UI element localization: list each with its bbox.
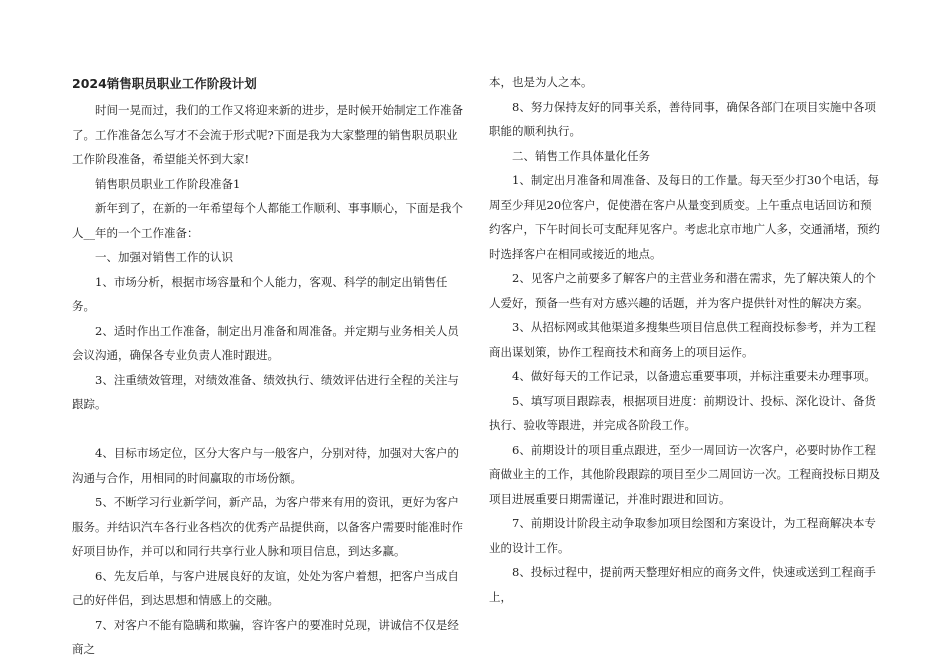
paragraph: 时间一晃而过，我们的工作又将迎来新的进步，是时候开始制定工作准备了。工作准备怎么写才不会流于形式呢?下面是我为大家整理的销售职员职业工作阶段准备，希望能关怀到大家! <box>72 103 463 166</box>
list-item: 1、制定出月准备和周准备、及每日的工作量。每天至少打30个电话，每周至少拜见20位客户，促使潜在客户从量变到质变。上午重点电话回访和预约客户，下午时间长可支配拜见客户。考虑北京市地广人多，交通涌堵，预约时选择客户在相同或接近的地点。 <box>489 173 880 261</box>
section-heading: 销售职员职业工作阶段准备1 <box>95 176 241 191</box>
list-item: 6、前期设计的项目重点跟进，至少一周回访一次客户，必要时协作工程商做业主的工作，其他阶段跟踪的项目至少二周回访一次。工程商投标日期及项目进展重要日期需谨记，并准时跟进和回访。 <box>489 442 880 506</box>
section-heading: 一、加强对销售工作的认识 <box>95 250 233 264</box>
blank-line <box>72 417 464 442</box>
left-column <box>72 70 464 662</box>
list-item: 2、见客户之前要多了解客户的主营业务和潜在需求，先了解决策人的个人爱好，预备一些有对方感兴趣的话题，并为客户提供针对性的解决方案。 <box>489 271 876 310</box>
list-item: 1、市场分析，根据市场容量和个人能力，客观、科学的制定出销售任务。 <box>72 274 448 313</box>
right-column <box>489 70 881 609</box>
list-item: 5、填写项目跟踪表，根据项目进度：前期设计、投标、深化设计、备货执行、验收等跟进，并完成各阶段工作。 <box>489 393 876 432</box>
list-item: 7、对客户不能有隐瞒和欺骗，容许客户的要准时兑现，讲诚信不仅是经商之 <box>72 617 459 656</box>
list-item: 3、从招标网或其他渠道多搜集些项目信息供工程商投标参考，并为工程商出谋划策，协作工程商技术和商务上的项目运作。 <box>489 320 876 359</box>
list-item: 5、不断学习行业新学问，新产品，为客户带来有用的资讯，更好为客户服务。并结识汽车各行业各档次的优秀产品提供商，以备客户需要时能准时作好项目协作，并可以和同行共享行业人脉和项目信息，到达多赢。 <box>72 495 463 558</box>
list-item: 2、适时作出工作准备，制定出月准备和周准备。并定期与业务相关人员会议沟通，确保各专业负责人准时跟进。 <box>72 323 459 362</box>
list-item: 6、先友后单，与客户进展良好的友谊，处处为客户着想，把客户当成自己的好伴侣，到达思想和情感上的交融。 <box>72 568 459 607</box>
document-title: 2024销售职员职业工作阶段计划 <box>72 76 257 91</box>
paragraph-continuation: 本，也是为人之本。 <box>489 75 593 89</box>
list-item: 8、努力保持友好的同事关系，善待同事，确保各部门在项目实施中各项职能的顺利执行。 <box>489 99 876 138</box>
section-heading: 二、销售工作具体量化任务 <box>512 148 650 163</box>
paragraph: 新年到了，在新的一年希望每个人都能工作顺利、事事顺心，下面是我个人__年的一个工作准备： <box>72 201 463 240</box>
list-item: 7、前期设计阶段主动争取参加项目绘图和方案设计，为工程商解决本专业的设计工作。 <box>489 516 876 555</box>
list-item: 4、做好每天的工作记录，以备遗忘重要事项，并标注重要未办理事项。 <box>512 369 876 383</box>
list-item: 4、目标市场定位，区分大客户与一般客户，分别对待，加强对大客户的沟通与合作，用相同的时间赢取的市场份额。 <box>72 446 459 485</box>
list-item: 3、注重绩效管理，对绩效准备、绩效执行、绩效评估进行全程的关注与跟踪。 <box>72 372 459 411</box>
list-item: 8、投标过程中，提前两天整理好相应的商务文件，快速或送到工程商手上， <box>489 565 876 604</box>
